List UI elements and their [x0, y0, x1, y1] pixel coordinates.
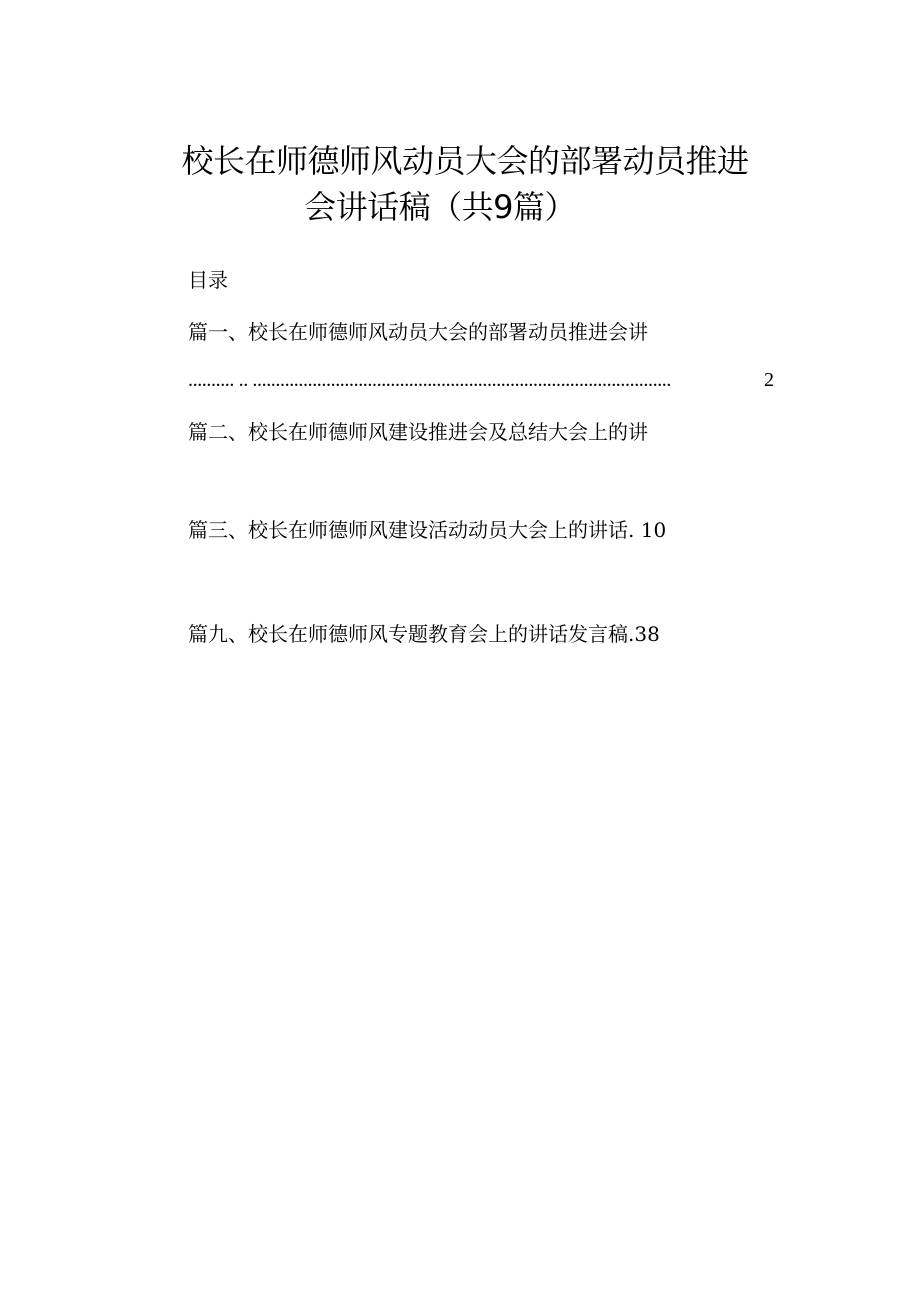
toc-entry-4[interactable]: 篇九、校长在师德师风专题教育会上的讲话发言稿.38	[188, 622, 660, 646]
toc-entry-1-page-number: 2	[763, 366, 774, 394]
document-title	[0, 138, 920, 230]
document-title-line-1: 校长在师德师风动员大会的部署动员推进	[181, 142, 749, 180]
toc-entry-3[interactable]: 篇三、校长在师德师风建设活动动员大会上的讲话. 10	[188, 518, 667, 542]
toc-entry-2[interactable]: 篇二、校长在师德师风建设推进会及总结大会上的讲	[188, 420, 648, 444]
toc-heading: 目录	[188, 268, 228, 292]
toc-entry-1[interactable]: 篇一、校长在师德师风动员大会的部署动员推进会讲	[188, 320, 648, 344]
toc-entry-1-leader	[188, 366, 774, 394]
document-title-line-2: 会讲话稿（共9篇）	[304, 188, 576, 226]
toc-leader-dots: .......... .. ...........................................................................................	[188, 369, 672, 391]
